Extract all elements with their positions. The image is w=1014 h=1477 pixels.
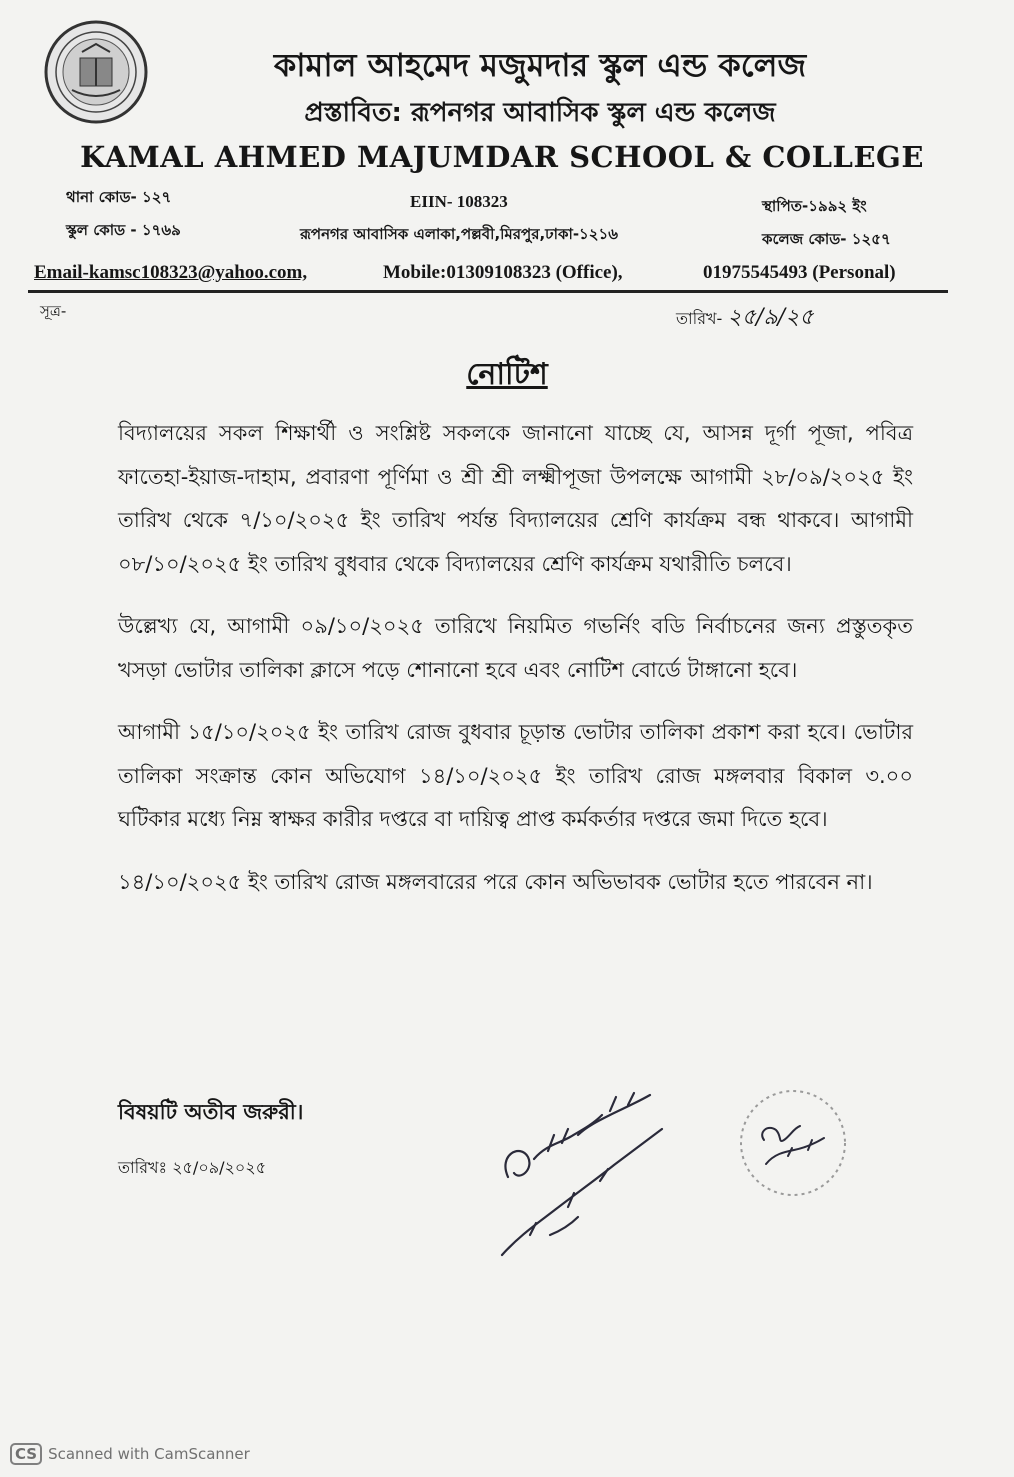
closing-note: বিষয়টি অতীব জরুরী।: [118, 1100, 304, 1124]
scanner-watermark: [10, 1443, 250, 1465]
paragraph-final-voter-list: আগামী ১৫/১০/২০২৫ ইং তারিখ রোজ বুধবার চূড়ান্ত ভোটার তালিকা প্রকাশ করা হবে। ভোটার তালিকা সংক্রান্ত কোন অভিযোগ ১৪/১০/২০২৫ ইং তারিখ রোজ মঙ্গলবার বিকাল ৩.০০ ঘটিকার মধ্যে নিম্ন স্বাক্ষর কারীর দপ্তরে বা দায়িত্ব প্রাপ্ত কর্মকর্তার দপ্তরে জমা দিতে হবে।: [118, 720, 913, 831]
header-divider: [28, 290, 948, 293]
paragraph-deadline: ১৪/১০/২০২৫ ইং তারিখ রোজ মঙ্গলবারের পরে কোন অভিভাবক ভোটার হতে পারবেন না।: [118, 869, 873, 894]
contact-mobile-personal: 01975545493 (Personal): [703, 262, 896, 283]
established-year: স্থাপিত-১৯৯২ ইং: [762, 197, 867, 215]
paragraph-draft-voter-list: উল্লেখ্য যে, আগামী ০৯/১০/২০২৫ তারিখে নিয়মিত গভর্নিং বডি নির্বাচনের জন্য প্রস্তুতকৃত খসড়া ভোটার তালিকা ক্লাসে পড়ে শোনানো হবে এবং নোটিশ বোর্ডে টাঙ্গানো হবে।: [118, 614, 913, 682]
thana-code: থানা কোড- ১২৭: [66, 188, 172, 206]
paragraph-holiday: বিদ্যালয়ের সকল শিক্ষার্থী ও সংশ্লিষ্ট সকলকে জানানো যাচ্ছে যে, আসন্ন দূর্গা পূজা, পবিত্র ফাতেহা-ইয়াজ-দাহাম, প্রবারণা পূর্ণিমা ও শ্রী শ্রী লক্ষ্মীপূজা উপলক্ষে আগামী ২৮/০৯/২০২৫ ইং তারিখ থেকে ৭/১০/২০২৫ ইং তারিখ পর্যন্ত বিদ্যালয়ের শ্রেণি কার্যক্রম বন্ধ থাকবে। আগামী ০৮/১০/২০২৫ ইং তারিখ বুধবার থেকে বিদ্যালয়ের শ্রেণি কার্যক্রম যথারীতি চলবে।: [118, 421, 913, 576]
contact-email: Email-kamsc108323@yahoo.com,: [34, 262, 308, 283]
notice-body: [118, 412, 913, 923]
date-handwritten: ২৫/৯/২৫: [727, 305, 814, 330]
principal-signature: [490, 1085, 690, 1275]
proposed-name-bengali: প্রস্তাবিত: রূপনগর আবাসিক স্কুল এন্ড কলেজ: [304, 98, 776, 128]
camscanner-badge: CS: [10, 1443, 42, 1465]
bottom-date: তারিখঃ ২৫/০৯/২০২৫: [118, 1158, 267, 1177]
camscanner-text: Scanned with CamScanner: [48, 1445, 250, 1463]
date-label: তারিখ-: [676, 309, 723, 328]
received-stamp: [728, 1078, 858, 1208]
school-address: রূপনগর আবাসিক এলাকা,পল্লবী,মিরপুর,ঢাকা-১২১৬: [300, 225, 619, 243]
school-name-english: KAMAL AHMED MAJUMDAR SCHOOL & COLLEGE: [80, 140, 924, 174]
college-code: কলেজ কোড- ১২৫৭: [762, 230, 891, 248]
contact-mobile-office: Mobile:01309108323 (Office),: [383, 262, 623, 283]
school-logo-emblem: [42, 18, 150, 126]
notice-heading-row: [0, 350, 1014, 401]
eiin-number: EIIN- 108323: [410, 192, 508, 211]
issue-date: [676, 300, 814, 337]
school-name-bengali: কামাল আহমেদ মজুমদার স্কুল এন্ড কলেজ: [273, 46, 807, 84]
reference-label: সূত্র-: [40, 302, 67, 320]
school-code: স্কুল কোড - ১৭৬৯: [66, 221, 181, 239]
notice-heading: নোটিশ: [466, 357, 548, 392]
